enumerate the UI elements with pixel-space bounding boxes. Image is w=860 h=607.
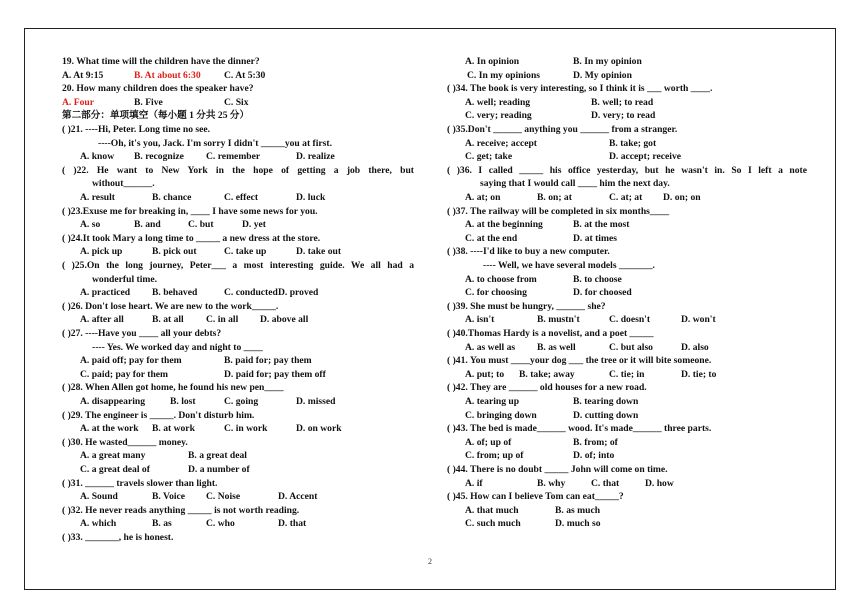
option-c: C. In my opinions xyxy=(467,69,541,81)
option-a: A. result xyxy=(80,192,115,203)
question-27-options-row-1 xyxy=(62,354,414,368)
question-19-options xyxy=(62,69,414,83)
option-b: B. recognize xyxy=(134,151,184,163)
option-a: A. that much xyxy=(465,504,519,516)
option-d: D. realize xyxy=(296,151,335,163)
option-c: C. effect xyxy=(224,192,259,203)
question-42-stem: ( )42. They are ______ old houses for a new road. xyxy=(447,382,647,394)
option-d: D. above all xyxy=(260,314,309,326)
question-25-stem: ( )25.On the long journey, Peter___ a most interesting guide. We all had a xyxy=(62,260,414,271)
question-42-options-row-2 xyxy=(447,409,807,423)
option-a: A. paid off; pay for them xyxy=(80,355,182,367)
question-36-options xyxy=(447,191,807,205)
option-b: B. to choose xyxy=(573,273,622,285)
question-38-options-row-2 xyxy=(447,286,807,300)
option-a: A. which xyxy=(80,518,117,530)
option-d: D. cutting down xyxy=(573,409,639,421)
option-a: A. know xyxy=(80,151,115,163)
option-a: A. pick up xyxy=(80,246,123,258)
question-32-options xyxy=(62,517,414,531)
option-c: C. very; reading xyxy=(465,110,532,122)
question-28-options xyxy=(62,395,414,409)
question-35-options-row-1 xyxy=(447,137,807,151)
option-a: A. tearing up xyxy=(465,396,520,407)
option-c: C. such much xyxy=(465,518,521,530)
option-a: A. if xyxy=(465,477,483,489)
question-29-options xyxy=(62,422,414,436)
option-c: C. that xyxy=(591,477,620,489)
question-33-options-row-2 xyxy=(447,69,807,83)
option-d: D. accept; receive xyxy=(609,151,681,163)
option-b: B. as xyxy=(152,518,172,530)
option-b: B. tearing down xyxy=(573,396,639,407)
question-26-options xyxy=(62,313,414,327)
option-a: A. practiced xyxy=(80,287,131,299)
option-d: D. luck xyxy=(296,192,326,203)
question-27-options-row-2 xyxy=(62,368,414,382)
option-c: C. At 5:30 xyxy=(224,69,266,81)
option-c: C. remember xyxy=(206,151,261,163)
option-d: D. of; into xyxy=(573,450,615,462)
option-b-answer: B. At about 6:30 xyxy=(134,69,201,81)
option-c: C. going xyxy=(224,396,259,407)
option-c: C. doesn't xyxy=(609,314,651,326)
option-a: A. at; on xyxy=(465,192,501,203)
option-b: B. well; to read xyxy=(591,96,654,108)
option-b: B. In my opinion xyxy=(573,56,642,67)
option-b: B. chance xyxy=(152,192,192,203)
option-a: A. receive; accept xyxy=(465,137,537,149)
question-24-stem: ( )24.It took Mary a long time to _____ a new dress at the store. xyxy=(62,232,321,244)
option-b: B. Voice xyxy=(152,491,186,503)
option-c: C. but also xyxy=(609,341,653,353)
option-c: C. Noise xyxy=(206,491,241,503)
option-b: B. as well xyxy=(537,341,576,353)
question-37-options-row-2 xyxy=(447,232,807,246)
question-33-stem: ( )33. _______, he is honest. xyxy=(62,532,174,543)
option-a: A. a great many xyxy=(80,450,146,462)
question-21-options xyxy=(62,150,414,164)
question-39-stem: ( )39. She must be hungry, ______ she? xyxy=(447,300,606,312)
question-38-stem-2: ---- Well, we have several models _______. xyxy=(483,260,655,271)
question-30-stem: ( )30. He wasted______ money. xyxy=(62,436,188,448)
option-a: A. Sound xyxy=(80,491,118,503)
option-b: B. at the most xyxy=(573,219,630,231)
option-b: B. as much xyxy=(555,504,601,516)
option-d: D. at times xyxy=(573,232,617,244)
option-a: A. as well as xyxy=(465,341,516,353)
question-35-stem: ( )35.Don't ______ anything you ______ from a stranger. xyxy=(447,124,678,135)
page-number: 2 xyxy=(428,557,432,566)
question-21-stem: ( )21. ----Hi, Peter. Long time no see. xyxy=(62,124,211,135)
question-42-options-row-1 xyxy=(447,395,807,409)
option-c: C. tie; in xyxy=(609,368,645,380)
option-d: D. how xyxy=(645,477,674,489)
question-43-stem: ( )43. The bed is made______ wood. It's made______ three parts. xyxy=(447,423,712,435)
option-d: D. take out xyxy=(296,246,342,258)
option-b: B. Five xyxy=(134,96,163,108)
option-a: A. so xyxy=(80,219,101,231)
option-c: C. take up xyxy=(224,246,267,258)
option-c: C. who xyxy=(206,518,235,530)
question-35-options-row-2 xyxy=(447,150,807,164)
option-c: C. at the end xyxy=(465,232,518,244)
option-a-answer: A. Four xyxy=(62,96,94,108)
question-44-options xyxy=(447,477,807,491)
option-b: B. behaved xyxy=(152,287,198,299)
question-22-options xyxy=(62,191,414,205)
option-b: B. pick out xyxy=(152,246,197,258)
option-d: D. tie; to xyxy=(681,368,717,380)
option-b: B. and xyxy=(134,219,161,231)
option-c: C. Six xyxy=(224,96,249,108)
option-a: A. after all xyxy=(80,314,124,326)
question-39-options xyxy=(447,313,807,327)
question-19-stem: 19. What time will the children have the dinner? xyxy=(62,56,260,67)
question-25-options xyxy=(62,286,414,300)
option-d: D. that xyxy=(278,518,307,530)
question-22-stem: ( )22. He want to New York in the hope of getting a job there, but xyxy=(62,164,414,176)
option-d: D. also xyxy=(681,341,709,353)
option-d: D. for choosed xyxy=(573,287,632,299)
question-27-stem-2: ---- Yes. We worked day and night to ____ xyxy=(92,341,263,353)
question-43-options-row-2 xyxy=(447,449,807,463)
question-36-stem: ( )36. I called _____ his office yesterday, but he wasn't in. So I left a note xyxy=(447,164,807,176)
section-title: 第二部分：单项填空（每小题 1 分共 25 分） xyxy=(62,110,250,122)
option-a: A. of; up of xyxy=(465,436,512,448)
option-c: C. from; up of xyxy=(465,450,524,462)
question-38-stem: ( )38. ----I'd like to buy a new computer. xyxy=(447,246,610,258)
option-a: A. put; to xyxy=(465,368,505,380)
option-b: B. at all xyxy=(152,314,184,326)
option-c: C. get; take xyxy=(465,151,513,163)
question-37-stem: ( )37. The railway will be completed in six months____ xyxy=(447,205,670,217)
question-40-options xyxy=(447,341,807,355)
option-b: B. paid for; pay them xyxy=(224,355,312,367)
question-26-stem: ( )26. Don't lose heart. We are new to the work_____. xyxy=(62,300,279,312)
question-34-options-row-1 xyxy=(447,96,807,110)
question-24-options xyxy=(62,245,414,259)
option-a: A. to choose from xyxy=(465,273,537,285)
option-c: C. at; at xyxy=(609,192,643,203)
question-20-options xyxy=(62,96,414,110)
question-41-options xyxy=(447,368,807,382)
option-d: D. yet xyxy=(242,219,266,231)
question-45-options-row-1 xyxy=(447,504,807,518)
option-d: D. Accent xyxy=(278,491,318,503)
option-a: A. at the work xyxy=(80,423,139,435)
question-29-stem: ( )29. The engineer is _____. Don't disturb him. xyxy=(62,409,255,421)
option-c: C. conducted xyxy=(224,287,278,299)
option-d: D. won't xyxy=(681,314,716,326)
question-32-stem: ( )32. He never reads anything _____ is not worth reading. xyxy=(62,504,300,516)
option-b: B. take; away xyxy=(519,368,575,380)
question-44-stem: ( )44. There is no doubt _____ John will come on time. xyxy=(447,464,668,475)
option-b: B. why xyxy=(537,477,566,489)
option-b: B. from; of xyxy=(573,436,618,448)
option-a: A. At 9:15 xyxy=(62,69,104,81)
option-b: B. on; at xyxy=(537,192,572,203)
option-c: C. bringing down xyxy=(465,409,537,421)
option-d: D. a number of xyxy=(188,464,250,475)
question-27-stem: ( )27. ----Have you ____ all your debts? xyxy=(62,328,222,339)
question-28-stem: ( )28. When Allen got home, he found his new pen____ xyxy=(62,382,284,394)
question-30-options-row-1 xyxy=(62,449,414,463)
question-22-stem-2: without______. xyxy=(92,178,155,190)
question-45-stem: ( )45. How can I believe Tom can eat_____? xyxy=(447,491,624,503)
question-25-stem-2: wonderful time. xyxy=(92,273,158,285)
question-30-options-row-2 xyxy=(62,463,414,477)
option-d: D. much so xyxy=(555,518,601,530)
question-34-stem: ( )34. The book is very interesting, so I think it is ___ worth ____. xyxy=(447,83,713,95)
option-c: C. in work xyxy=(224,423,268,435)
option-c: C. for choosing xyxy=(465,287,527,299)
question-38-options-row-1 xyxy=(447,273,807,287)
option-c: C. paid; pay for them xyxy=(80,368,169,380)
option-b: B. mustn't xyxy=(537,314,580,326)
option-a: A. In opinion xyxy=(465,56,520,67)
option-d: D. My opinion xyxy=(573,69,632,81)
option-a: A. disappearing xyxy=(80,396,146,407)
option-d: D. on work xyxy=(296,423,342,435)
question-37-options-row-1 xyxy=(447,218,807,232)
option-c: C. but xyxy=(188,219,214,231)
question-23-stem: ( )23.Exuse me for breaking in, ____ I have some news for you. xyxy=(62,205,318,217)
option-b: B. take; got xyxy=(609,137,657,149)
option-a: A. at the beginning xyxy=(465,219,543,231)
question-36-stem-2: saying that I would call ____ him the next day. xyxy=(480,178,670,190)
question-21-stem-2: ----Oh, it's you, Jack. I'm sorry I didn't _____you at first. xyxy=(98,137,332,149)
question-31-options xyxy=(62,490,414,504)
question-20-stem: 20. How many children does the speaker have? xyxy=(62,83,254,95)
question-40-stem: ( )40.Thomas Hardy is a novelist, and a poet _____ xyxy=(447,328,654,339)
option-c: C. a great deal of xyxy=(80,464,150,475)
option-b: B. a great deal xyxy=(188,450,247,462)
option-d: D. very; to read xyxy=(591,110,656,122)
option-d: D. paid for; pay them off xyxy=(224,368,326,380)
option-d: D. proved xyxy=(278,287,319,299)
question-34-options-row-2 xyxy=(447,109,807,123)
option-a: A. well; reading xyxy=(465,96,531,108)
option-b: B. at work xyxy=(152,423,195,435)
option-a: A. isn't xyxy=(465,314,495,326)
option-c: C. in all xyxy=(206,314,239,326)
question-33-options-row-1 xyxy=(447,55,807,69)
question-43-options-row-1 xyxy=(447,436,807,450)
question-31-stem: ( )31. ______ travels slower than light. xyxy=(62,477,218,489)
question-41-stem: ( )41. You must ____your dog ___ the tree or it will bite someone. xyxy=(447,355,712,367)
option-d: D. missed xyxy=(296,396,336,407)
option-d: D. on; on xyxy=(663,192,701,203)
option-b: B. lost xyxy=(170,396,196,407)
question-45-options-row-2 xyxy=(447,517,807,531)
question-23-options xyxy=(62,218,414,232)
